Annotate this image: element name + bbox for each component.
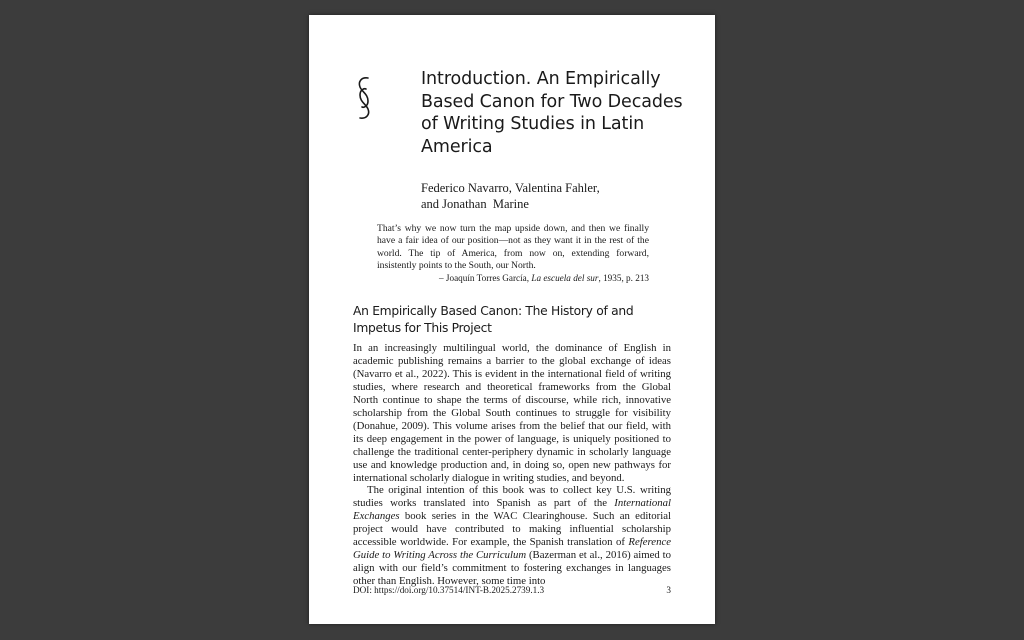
authors-line-1: Federico Navarro, Valentina Fahler, — [421, 181, 600, 195]
page-number: 3 — [666, 585, 671, 595]
epigraph-attribution — [377, 272, 649, 284]
paragraph-2-text-a: The original intention of this book was to collect key U.S. writing studies works translated into Spanish as part of the — [353, 484, 671, 510]
body-text — [353, 342, 671, 588]
epigraph-quote: That’s why we now turn the map upside down, and then we finally have a fair idea of our position—not as they want it in the rest of the world. The tip of America, from now on, extending forward, insistently points to the South, our North. — [377, 223, 649, 271]
attribution-citation: , 1935, p. 213 — [598, 273, 649, 283]
chapter-authors — [421, 181, 681, 212]
body-paragraph-1: In an increasingly multilingual world, the dominance of English in academic publishing remains a barrier to the global exchange of ideas (Navarro et al., 2022). This is evident in the international field of writing studies, where research and theoretical frameworks from the Global North continue to shape the terms of discourse, while rich, innovative scholarship from the Global South continues to struggle for visibility (Donahue, 2009). This volume arises from the belief that our field, with its deep engagement in the power of language, is uniquely positioned to challenge the traditional center-periphery dynamic in scholarly language use and knowledge production and, in doing so, open new pathways for international scholarly dialogue in writing studies, and beyond. — [353, 342, 671, 484]
paragraph-2-text-b: book series in the WAC Clearinghouse. Such an editorial project would have contributed to making influential scholarship accessible worldwide. For example, the Spanish translation of — [353, 510, 671, 549]
authors-line-2: and Jonathan Marine — [421, 196, 529, 211]
section-heading: An Empirically Based Canon: The History of and Impetus for This Project — [353, 304, 634, 335]
series-title: International Exchanges — [353, 497, 671, 523]
section-sign-logo-icon — [353, 75, 375, 121]
paragraph-2-text-c: (Bazerman et al., 2016) aimed to align with our field’s commitment to fostering exchanges in languages other than English. However, some time into — [353, 549, 671, 588]
body-paragraph-2 — [353, 484, 671, 588]
document-page — [309, 15, 715, 624]
attribution-work-title: La escuela del sur — [531, 273, 599, 283]
book-title: Reference Guide to Writing Across the Curriculum — [353, 536, 671, 562]
chapter-title: Introduction. An Empirically Based Canon for Two Decades of Writing Studies in Latin America — [421, 69, 683, 157]
footer-doi: DOI: https://doi.org/10.37514/INT-B.2025.2739.1.3 — [353, 585, 545, 595]
attribution-author: – Joaquín Torres García, — [439, 273, 532, 283]
